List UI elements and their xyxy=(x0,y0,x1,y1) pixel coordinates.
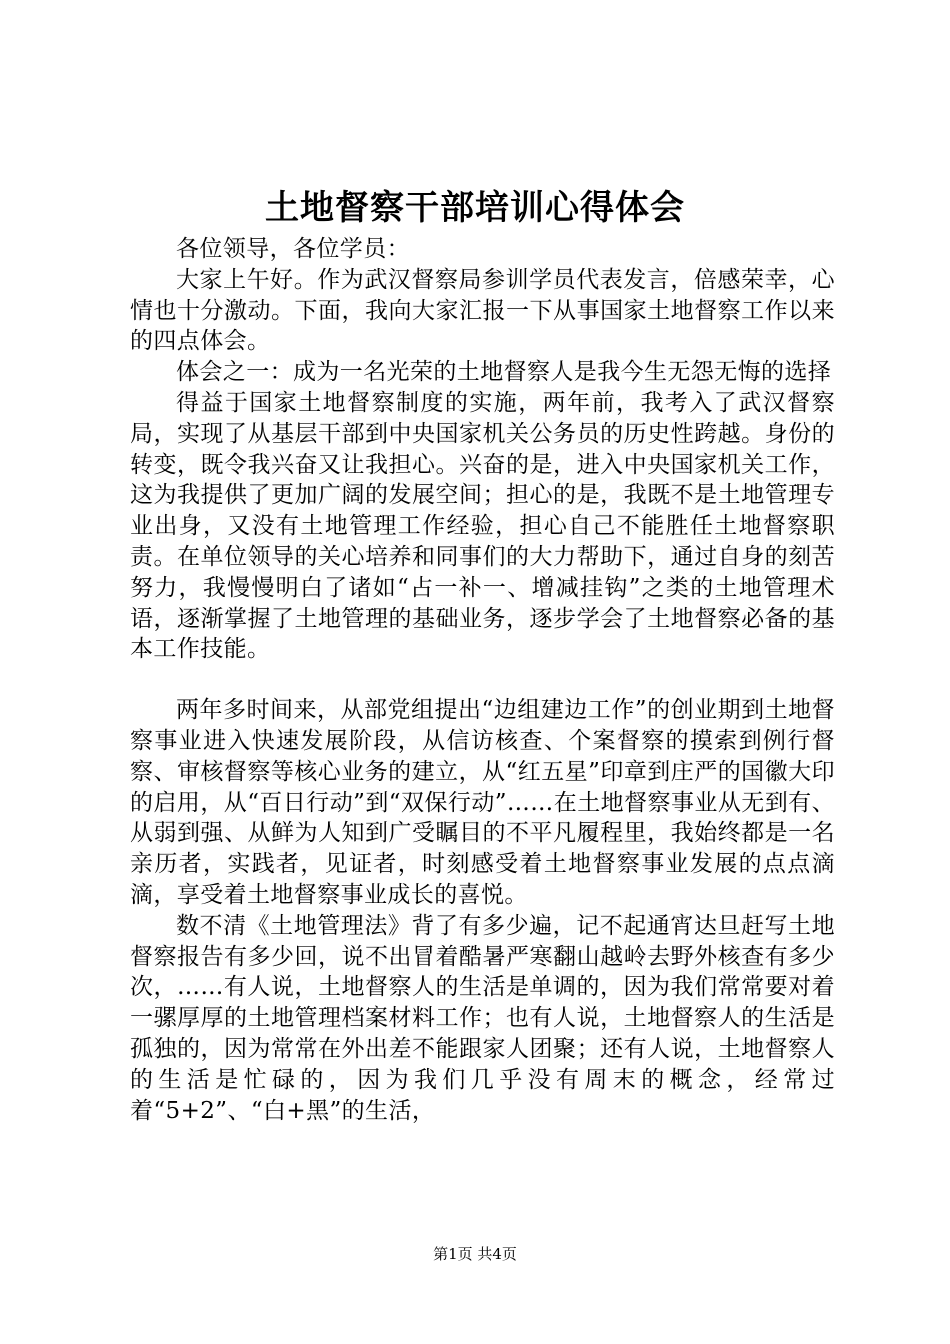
salutation-paragraph: 各位领导，各位学员： xyxy=(176,236,410,262)
page-number-footer: 第1页 共4页 xyxy=(433,1245,517,1263)
greeting-paragraph: 大家上午好。作为武汉督察局参训学员代表发言，倍感荣幸，心情也十分激动。下面，我向大家汇报一下从事国家土地督察工作以来的四点体会。 xyxy=(130,266,835,355)
document-body xyxy=(130,234,835,1126)
document-title: 土地督察干部培训心得体会 xyxy=(265,188,685,228)
body-paragraph: 得益于国家土地督察制度的实施，两年前，我考入了武汉督察局，实现了从基层干部到中央国家机关公务员的历史性跨越。身份的转变，既令我兴奋又让我担心。兴奋的是，进入中央国家机关工作，这为我提供了更加广阔的发展空间；担心的是，我既不是土地管理专业出身，又没有土地管理工作经验，担心自己不能胜任土地督察职责。在单位领导的关心培养和同事们的大力帮助下，通过自身的刻苦努力，我慢慢明白了诸如“占一补一、增减挂钩”之类的土地管理术语，逐渐掌握了土地管理的基础业务，逐步学会了土地督察必备的基本工作技能。 xyxy=(130,389,835,663)
body-paragraph: 两年多时间来，从部党组提出“边组建边工作”的创业期到土地督察事业进入快速发展阶段，从信访核查、个案督察的摸索到例行督察、审核督察等核心业务的建立，从“红五星”印章到庄严的国徽大印的启用，从“百日行动”到“双保行动”……在土地督察事业从无到有、从弱到强、从鲜为人知到广受瞩目的不平凡履程里，我始终都是一名亲历者，实践者，见证者，时刻感受着土地督察事业发展的点点滴滴，享受着土地督察事业成长的喜悦。 xyxy=(130,697,835,908)
section-heading-paragraph: 体会之一：成为一名光荣的土地督察人是我今生无怨无悔的选择 xyxy=(176,359,832,386)
body-paragraph: 数不清《土地管理法》背了有多少遍，记不起通宵达旦赶写土地督察报告有多少回，说不出冒着酷暑严寒翻山越岭去野外核查有多少次，……有人说，土地督察人的生活是单调的，因为我们常常要对着一骡厚厚的土地管理档案材料工作；也有人说，土地督察人的生活是孤独的，因为常常在外出差不能跟家人团聚；还有人说，土地督察人的生活是忙碌的，因为我们几乎没有周末的概念，经常过着“5+2”、“白+黑”的生活， xyxy=(130,912,835,1124)
